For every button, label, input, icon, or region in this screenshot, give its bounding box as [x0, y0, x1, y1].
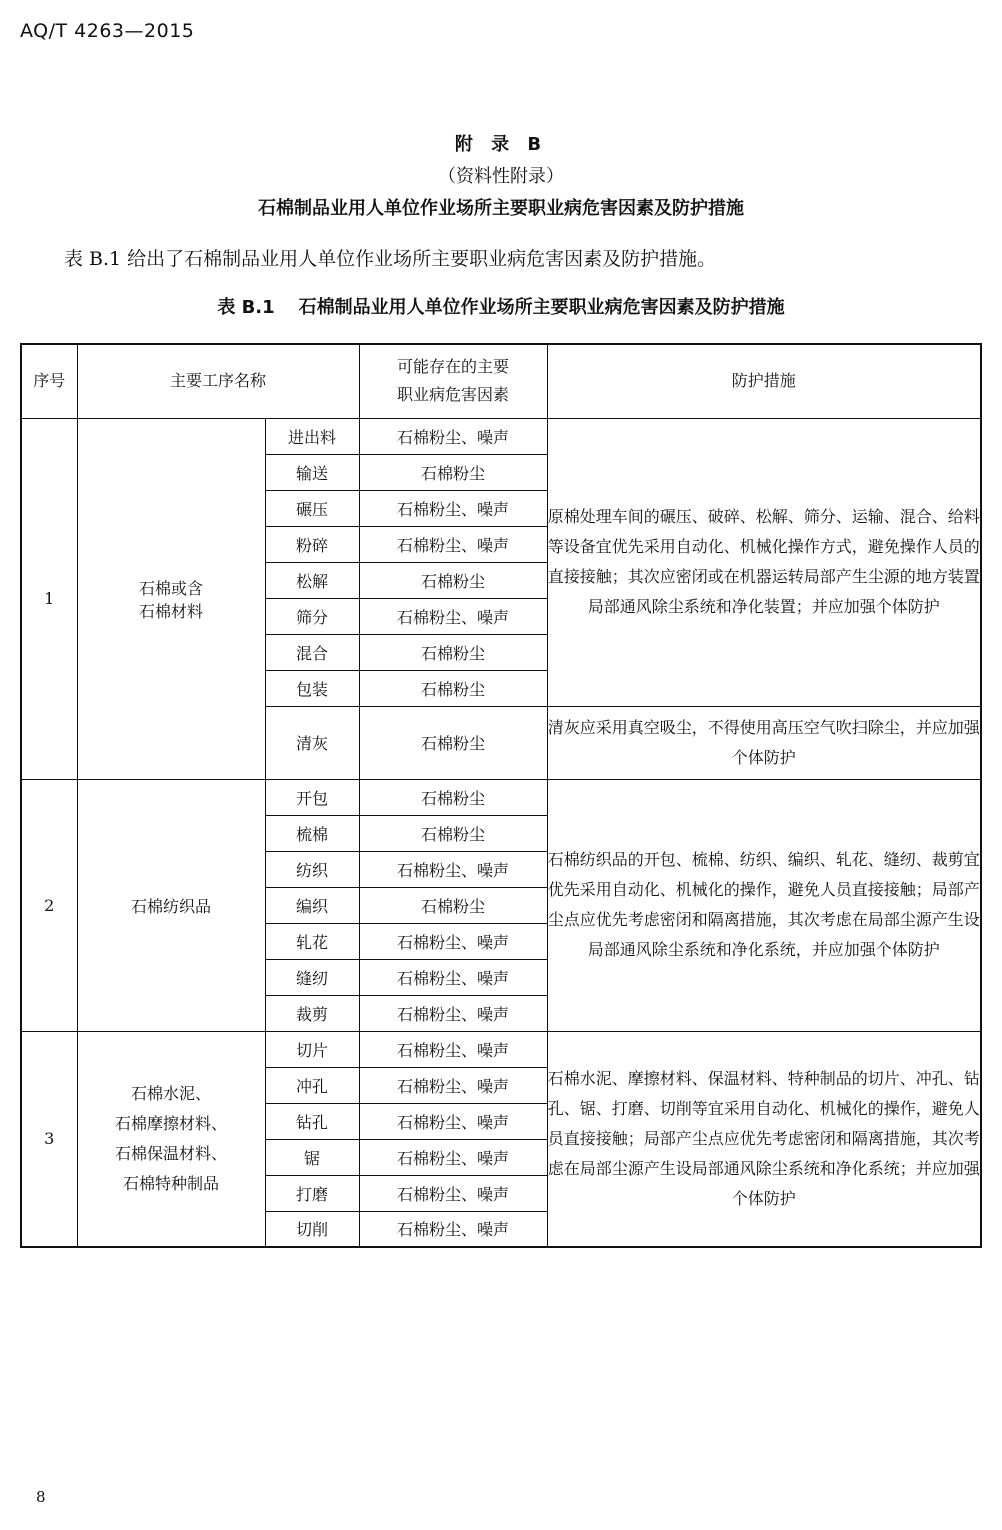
group-name-line: 石棉摩擦材料、 [114, 1113, 227, 1133]
step-cell: 松解 [265, 562, 359, 598]
header-hazard-line2: 职业病危害因素 [396, 385, 509, 405]
hazard-cell: 石棉粉尘、噪声 [359, 995, 547, 1031]
hazard-table [20, 343, 982, 1248]
step-cell: 纺织 [265, 851, 359, 887]
step-cell: 裁剪 [265, 995, 359, 1031]
group-name-line: 石棉或含 [138, 578, 203, 598]
header-hazard-line1: 可能存在的主要 [396, 357, 509, 377]
header-hazard [359, 344, 547, 418]
hazard-cell: 石棉粉尘 [359, 779, 547, 815]
table-caption [0, 293, 1002, 319]
hazard-cell: 石棉粉尘、噪声 [359, 526, 547, 562]
hazard-cell: 石棉粉尘、噪声 [359, 1067, 547, 1103]
step-cell: 打磨 [265, 1175, 359, 1211]
step-cell: 碾压 [265, 490, 359, 526]
hazard-cell: 石棉粉尘、噪声 [359, 418, 547, 454]
step-cell: 包装 [265, 670, 359, 706]
step-cell: 粉碎 [265, 526, 359, 562]
step-cell: 输送 [265, 454, 359, 490]
step-cell: 筛分 [265, 598, 359, 634]
step-cell: 切削 [265, 1211, 359, 1247]
intro-paragraph: 表 B.1 给出了石棉制品业用人单位作业场所主要职业病危害因素及防护措施。 [64, 248, 717, 270]
page-number: 8 [36, 1488, 46, 1506]
group-name [77, 1031, 265, 1247]
step-cell: 缝纫 [265, 959, 359, 995]
step-cell: 切片 [265, 1031, 359, 1067]
header-measures: 防护措施 [547, 344, 981, 418]
hazard-cell: 石棉粉尘 [359, 634, 547, 670]
table-row [21, 779, 981, 815]
step-cell: 钻孔 [265, 1103, 359, 1139]
step-cell: 混合 [265, 634, 359, 670]
step-cell: 清灰 [265, 706, 359, 779]
appendix-subtitle: （资料性附录） [438, 166, 564, 187]
step-cell: 轧花 [265, 923, 359, 959]
group-name-line: 石棉水泥、 [130, 1083, 211, 1103]
step-cell: 梳棉 [265, 815, 359, 851]
hazard-cell: 石棉粉尘、噪声 [359, 1211, 547, 1247]
measure-cell: 石棉水泥、摩擦材料、保温材料、特种制品的切片、冲孔、钻孔、锯、打磨、切削等宜采用自动化、机械化的操作，避免人员直接接触；局部产尘点应优先考虑密闭和隔离措施，其次考虑在局部尘源产生设局部通风除尘系统和净化系统；并应加强个体防护 [547, 1031, 981, 1247]
group-name-line: 石棉保温材料、 [114, 1143, 227, 1163]
hazard-cell: 石棉粉尘 [359, 454, 547, 490]
step-cell: 编织 [265, 887, 359, 923]
hazard-cell: 石棉粉尘、噪声 [359, 490, 547, 526]
hazard-cell: 石棉粉尘、噪声 [359, 1139, 547, 1175]
group-name-line: 石棉特种制品 [122, 1173, 219, 1193]
measure-cell: 石棉纺织品的开包、梳棉、纺织、编织、轧花、缝纫、裁剪宜优先采用自动化、机械化的操作，避免人员直接接触；局部产尘点应优先考虑密闭和隔离措施，其次考虑在局部尘源产生设局部通风除尘系统和净化系统，并应加强个体防护 [547, 779, 981, 1031]
hazard-cell: 石棉粉尘、噪声 [359, 959, 547, 995]
table-row [21, 418, 981, 454]
group-seq: 2 [21, 779, 77, 1031]
step-cell: 冲孔 [265, 1067, 359, 1103]
standard-id: AQ/T 4263—2015 [20, 20, 195, 42]
group-name [77, 779, 265, 1031]
hazard-cell: 石棉粉尘、噪声 [359, 1103, 547, 1139]
header-seq: 序号 [21, 344, 77, 418]
step-cell: 进出料 [265, 418, 359, 454]
table-caption-title: 石棉制品业用人单位作业场所主要职业病危害因素及防护措施 [298, 297, 785, 318]
hazard-cell: 石棉粉尘 [359, 815, 547, 851]
hazard-cell: 石棉粉尘 [359, 562, 547, 598]
group-name-line: 石棉纺织品 [130, 896, 211, 916]
hazard-cell: 石棉粉尘、噪声 [359, 851, 547, 887]
group-seq: 1 [21, 418, 77, 779]
hazard-cell: 石棉粉尘 [359, 887, 547, 923]
hazard-cell: 石棉粉尘 [359, 670, 547, 706]
appendix-title: 附 录 B [454, 134, 548, 155]
table-caption-label: 表 B.1 [217, 297, 275, 318]
step-cell: 开包 [265, 779, 359, 815]
group-seq: 3 [21, 1031, 77, 1247]
group-name [77, 418, 265, 779]
appendix-name: 石棉制品业用人单位作业场所主要职业病危害因素及防护措施 [258, 198, 744, 219]
step-cell: 锯 [265, 1139, 359, 1175]
hazard-cell: 石棉粉尘、噪声 [359, 1031, 547, 1067]
table-row [21, 1031, 981, 1067]
group-name-line: 石棉材料 [138, 601, 203, 621]
measure-cell: 原棉处理车间的碾压、破碎、松解、筛分、运输、混合、给料等设备宜优先采用自动化、机械化操作方式，避免操作人员的直接接触；其次应密闭或在机器运转局部产生尘源的地方装置局部通风除尘系统和净化装置；并应加强个体防护 [547, 418, 981, 706]
table-header-row [21, 344, 981, 418]
hazard-cell: 石棉粉尘 [359, 706, 547, 779]
hazard-cell: 石棉粉尘、噪声 [359, 598, 547, 634]
header-process: 主要工序名称 [77, 344, 359, 418]
hazard-cell: 石棉粉尘、噪声 [359, 923, 547, 959]
measure-cell: 清灰应采用真空吸尘，不得使用高压空气吹扫除尘，并应加强个体防护 [547, 706, 981, 779]
hazard-cell: 石棉粉尘、噪声 [359, 1175, 547, 1211]
